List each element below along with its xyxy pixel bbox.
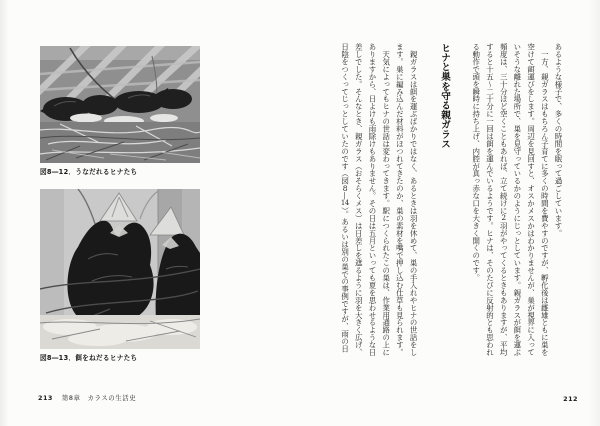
- chapter-title: 第8章 カラスの生活史: [61, 394, 137, 402]
- text-column: 空けて餌運びをします。周辺を見回すと、オスかメスかはわかりませんが、巣が視界に入って: [526, 43, 536, 356]
- figure-8-13-photo: [40, 189, 200, 349]
- text-column: あるような様子で、多くの時間を眠って過ごしています。: [554, 43, 563, 237]
- page-number-right: 212: [563, 395, 578, 403]
- text-column: 頻度は、三十分ほど空くこともあれば、立て続けに2羽がやってくるときもありますが、平均: [499, 43, 509, 356]
- text-column: ありますから、日よけも雨除けもありません。その日は五月といっても夏を思わせるような日: [367, 43, 377, 356]
- figure-8-12: [40, 46, 200, 176]
- text-column: すると十五〜二十分に一回は餌を運んでいるようです。ヒナは、そのたびに反射的とも思われ: [485, 43, 495, 356]
- right-page-footer: [563, 396, 578, 402]
- page-number-left: 213: [38, 394, 53, 402]
- figure-8-12-caption: 図8―12．うなだれるヒナたち: [40, 168, 138, 176]
- figure-8-13-caption: 図8―13．餌をねだるヒナたち: [40, 354, 138, 362]
- text-column: 一方、親ガラスはもちろん子育てに多くの時間を費やすのですが、孵化後は雌雄ともに巣を: [540, 43, 550, 356]
- section-heading: ヒナと巣を守る親ガラス: [439, 43, 451, 149]
- figure-8-13: [40, 189, 200, 362]
- left-page-footer: [38, 395, 136, 401]
- text-column: る動作で頭を瞬時に持ち上げ、内腔が真っ赤な口を大きく開くのです。: [471, 43, 481, 282]
- text-column: いそうな離れた場所で、巣を見守っているかのようにじっとしています。親ガラスが餌を運ぶ: [512, 43, 522, 356]
- figure-8-12-photo: [40, 46, 200, 163]
- text-column: 天気によってもヒナの世話は変わってきます。駅につくられたこの巣は、作業用通路の上に: [381, 43, 391, 356]
- text-column: 差しでした。そんなとき、親ガラス（おそらくメス）は日差しを遮るように羽を大きく広げ、: [354, 43, 364, 356]
- right-page: [300, 0, 600, 426]
- vertical-text-block: [338, 43, 565, 359]
- text-column: 親ガラスは餌を運ぶばかりではなく、あるときは羽を休めて、巣の手入れやヒナの世話をし: [409, 43, 419, 356]
- text-column: 日陰をつくってじっとしていたのです（図8―14）。あるいは別の巣での事例ですが、雨の日: [340, 43, 350, 353]
- text-column: ます。巣に編み込んだ材料がほつれてきたのか、巣の素材を嘴で押し込む仕草も見られます。: [395, 43, 405, 356]
